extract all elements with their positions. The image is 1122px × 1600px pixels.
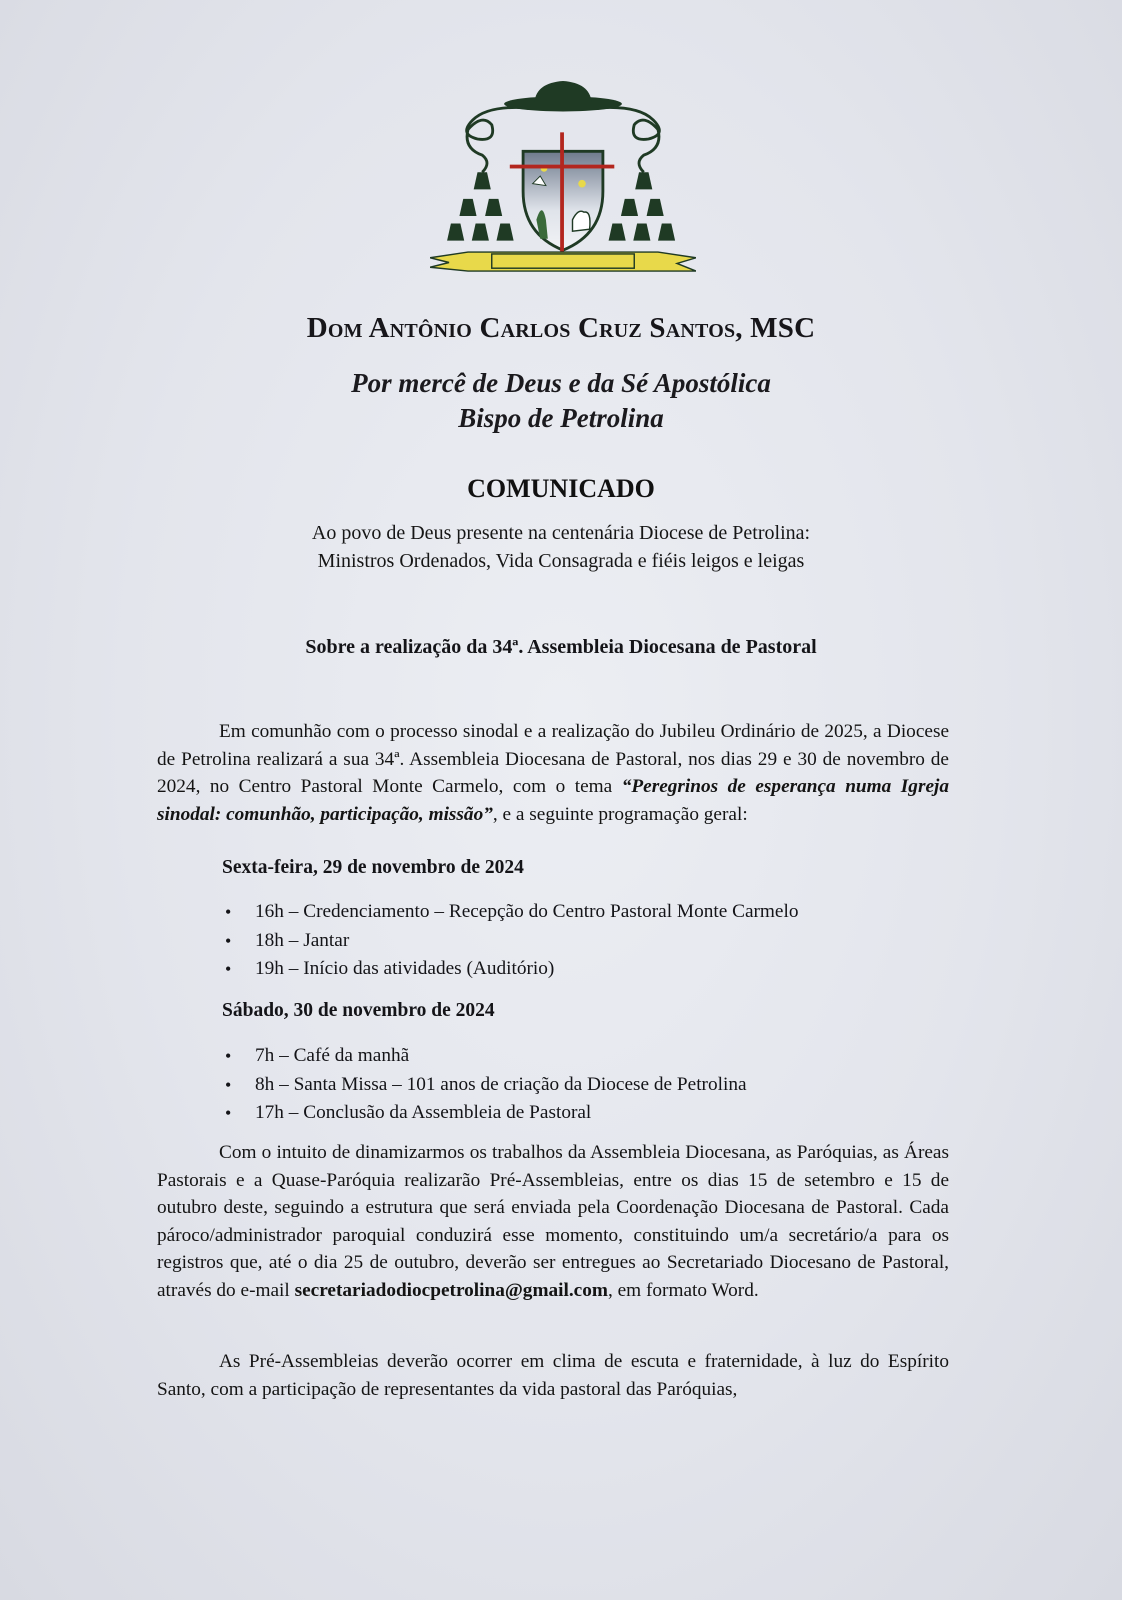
schedule-item: [222, 955, 798, 984]
schedule-item-text: 19h – Início das atividades (Auditório): [255, 958, 555, 980]
paragraph-text: Com o intuito de dinamizarmos os trabalhos da Assembleia Diocesana, as Paróquias, as Áreas Pastorais e a Quase-Paróquia realizarão Pré-Assembleias, entre os dias 15 de setembro e 15 de outubro deste, seguindo a estrutura que será enviada pela Coordenação Diocesana de Pastoral. Cada pároco/administrador paroquial conduzirá esse momento, constituindo um/a secretário/a para os registros que, até o dia 25 de outubro, deverão ser entregues ao Secretariado Diocesano de Pastoral, através do e-mail: [157, 1142, 949, 1301]
schedule-item-text: 16h – Credenciamento – Recepção do Centro Pastoral Monte Carmelo: [255, 901, 799, 922]
section-heading: Sobre a realização da 34ª. Assembleia Diocesana de Pastoral: [305, 636, 817, 658]
assembly-theme: “Peregrinos de esperança numa Igreja sinodal: comunhão, participação, missão”: [157, 776, 949, 825]
email-link[interactable]: secretariadodiocpetrolina@gmail.com: [294, 1279, 608, 1301]
bullet-icon: •: [225, 959, 232, 980]
schedule-item-text: 18h – Jantar: [255, 929, 350, 951]
schedule-item: [222, 1042, 747, 1071]
bullet-icon: •: [225, 1074, 232, 1095]
schedule-item-text: 7h – Café da manhã: [255, 1045, 410, 1066]
bullet-icon: •: [225, 1103, 232, 1124]
schedule-day-heading: Sexta-feira, 29 de novembro de 2024: [222, 857, 524, 878]
schedule-list-friday: [222, 898, 798, 984]
schedule-list-saturday: [222, 1042, 747, 1128]
coat-of-arms-icon: [430, 72, 696, 282]
paragraph-pre-assemblies: [157, 1139, 949, 1305]
addressee-line2: Ministros Ordenados, Vida Consagrada e fiéis leigos e leigas: [317, 550, 805, 572]
schedule-item: [222, 1071, 747, 1100]
schedule-item: [222, 898, 798, 927]
schedule-item-text: 8h – Santa Missa – 101 anos de criação da Diocese de Petrolina: [255, 1073, 747, 1095]
schedule-item-text: 17h – Conclusão da Assembleia de Pastoral: [255, 1102, 592, 1124]
paragraph-text: , e a seguinte programação geral:: [492, 803, 748, 825]
schedule-item: [222, 927, 798, 956]
bullet-icon: •: [225, 1046, 232, 1066]
paragraph-text: Em comunhão com o processo sinodal e a realização do Jubileu Ordinário de 2025, a Diocese de Petrolina realizará a sua 34ª. Assembleia Diocesana de Pastoral, nos dias 29 e 30 de novembro de 2024, no Centro Pastoral Monte Carmelo, com o tema: [157, 721, 949, 798]
paragraph-introduction: [157, 718, 949, 828]
bishop-name: Dom Antônio Carlos Cruz Santos, MSC: [306, 312, 816, 344]
bullet-icon: •: [225, 902, 232, 922]
schedule-item: [222, 1099, 747, 1128]
motto-ribbon-icon: [430, 252, 696, 271]
paragraph-listening: [157, 1348, 949, 1403]
bishop-subtitle-line2: Bispo de Petrolina: [458, 403, 664, 433]
tassels-right-icon: [609, 172, 676, 240]
document-title: COMUNICADO: [467, 474, 655, 503]
bishop-subtitle-line1: Por mercê de Deus e da Sé Apostólica: [351, 368, 771, 398]
bullet-icon: •: [225, 930, 232, 951]
tassels-left-icon: [447, 172, 513, 240]
paragraph-text: As Pré-Assembleias deverão ocorrer em clima de escuta e fraternidade, à luz do Espírito Santo, com a participação de representantes da vida pastoral das Paróquias,: [157, 1351, 949, 1400]
paragraph-text: , em formato Word.: [607, 1279, 759, 1301]
addressee-line1: Ao povo de Deus presente na centenária Diocese de Petrolina:: [311, 522, 811, 544]
schedule-day-heading: Sábado, 30 de novembro de 2024: [222, 1000, 495, 1021]
